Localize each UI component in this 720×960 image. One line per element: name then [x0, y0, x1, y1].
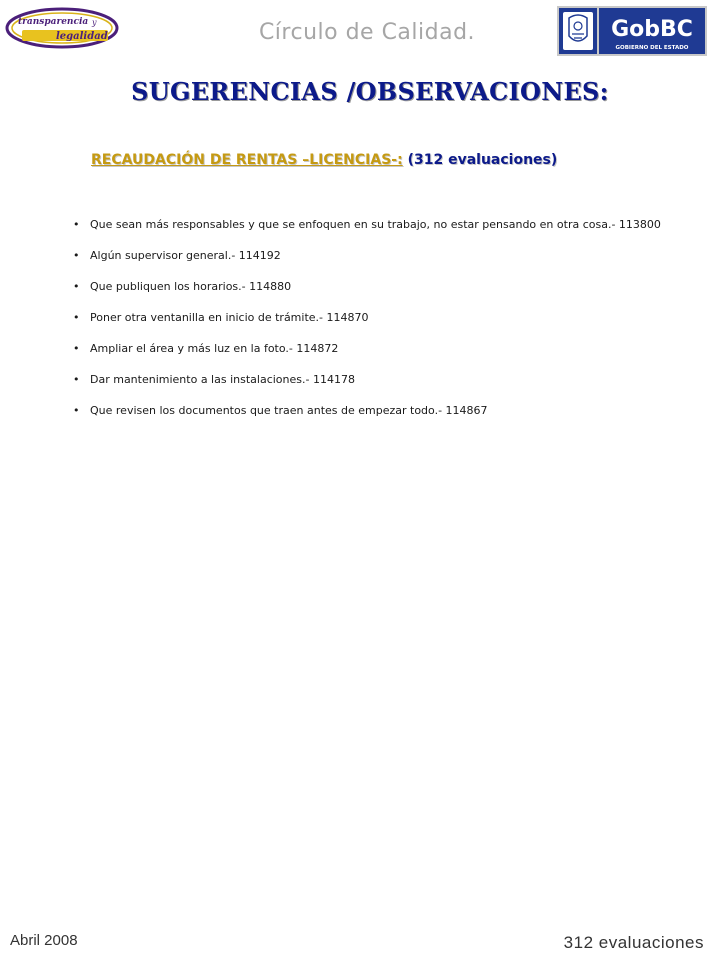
svg-text:GobBC: GobBC	[611, 17, 693, 42]
svg-text:transparencia: transparencia	[18, 17, 89, 27]
transparencia-legalidad-logo	[4, 6, 120, 50]
list-item: • Poner otra ventanilla en inicio de trámite.- 114870	[72, 305, 692, 330]
section-label: RECAUDACIÓN DE RENTAS –LICENCIAS-:	[91, 152, 403, 168]
list-item: • Dar mantenimiento a las instalaciones.- 114178	[72, 367, 692, 392]
state-seal-icon	[563, 12, 593, 50]
list-item: • Que sean más responsables y que se enfoquen en su trabajo, no estar pensando en otra cosa.- 113800	[72, 212, 692, 237]
list-item: • Ampliar el área y más luz en la foto.- 114872	[72, 336, 692, 361]
svg-text:GOBIERNO DEL ESTADO: GOBIERNO DEL ESTADO	[615, 45, 689, 51]
section-count: (312 evaluaciones)	[407, 152, 558, 168]
list-item: • Que revisen los documentos que traen antes de empezar todo.- 114867	[72, 398, 692, 423]
main-title: SUGERENCIAS /OBSERVACIONES:	[131, 77, 609, 106]
footer-evaluations: 312 evaluaciones	[563, 933, 704, 952]
section-heading	[91, 152, 557, 168]
suggestions-list	[72, 212, 692, 429]
list-item: • Algún supervisor general.- 114192	[72, 243, 692, 268]
header-title: Círculo de Calidad.	[258, 20, 476, 45]
list-item: • Que publiquen los horarios.- 114880	[72, 274, 692, 299]
svg-text:legalidad: legalidad	[56, 31, 108, 42]
footer-date: Abril 2008	[10, 932, 78, 949]
svg-text:y: y	[92, 18, 97, 27]
gobbc-logo	[557, 6, 707, 56]
